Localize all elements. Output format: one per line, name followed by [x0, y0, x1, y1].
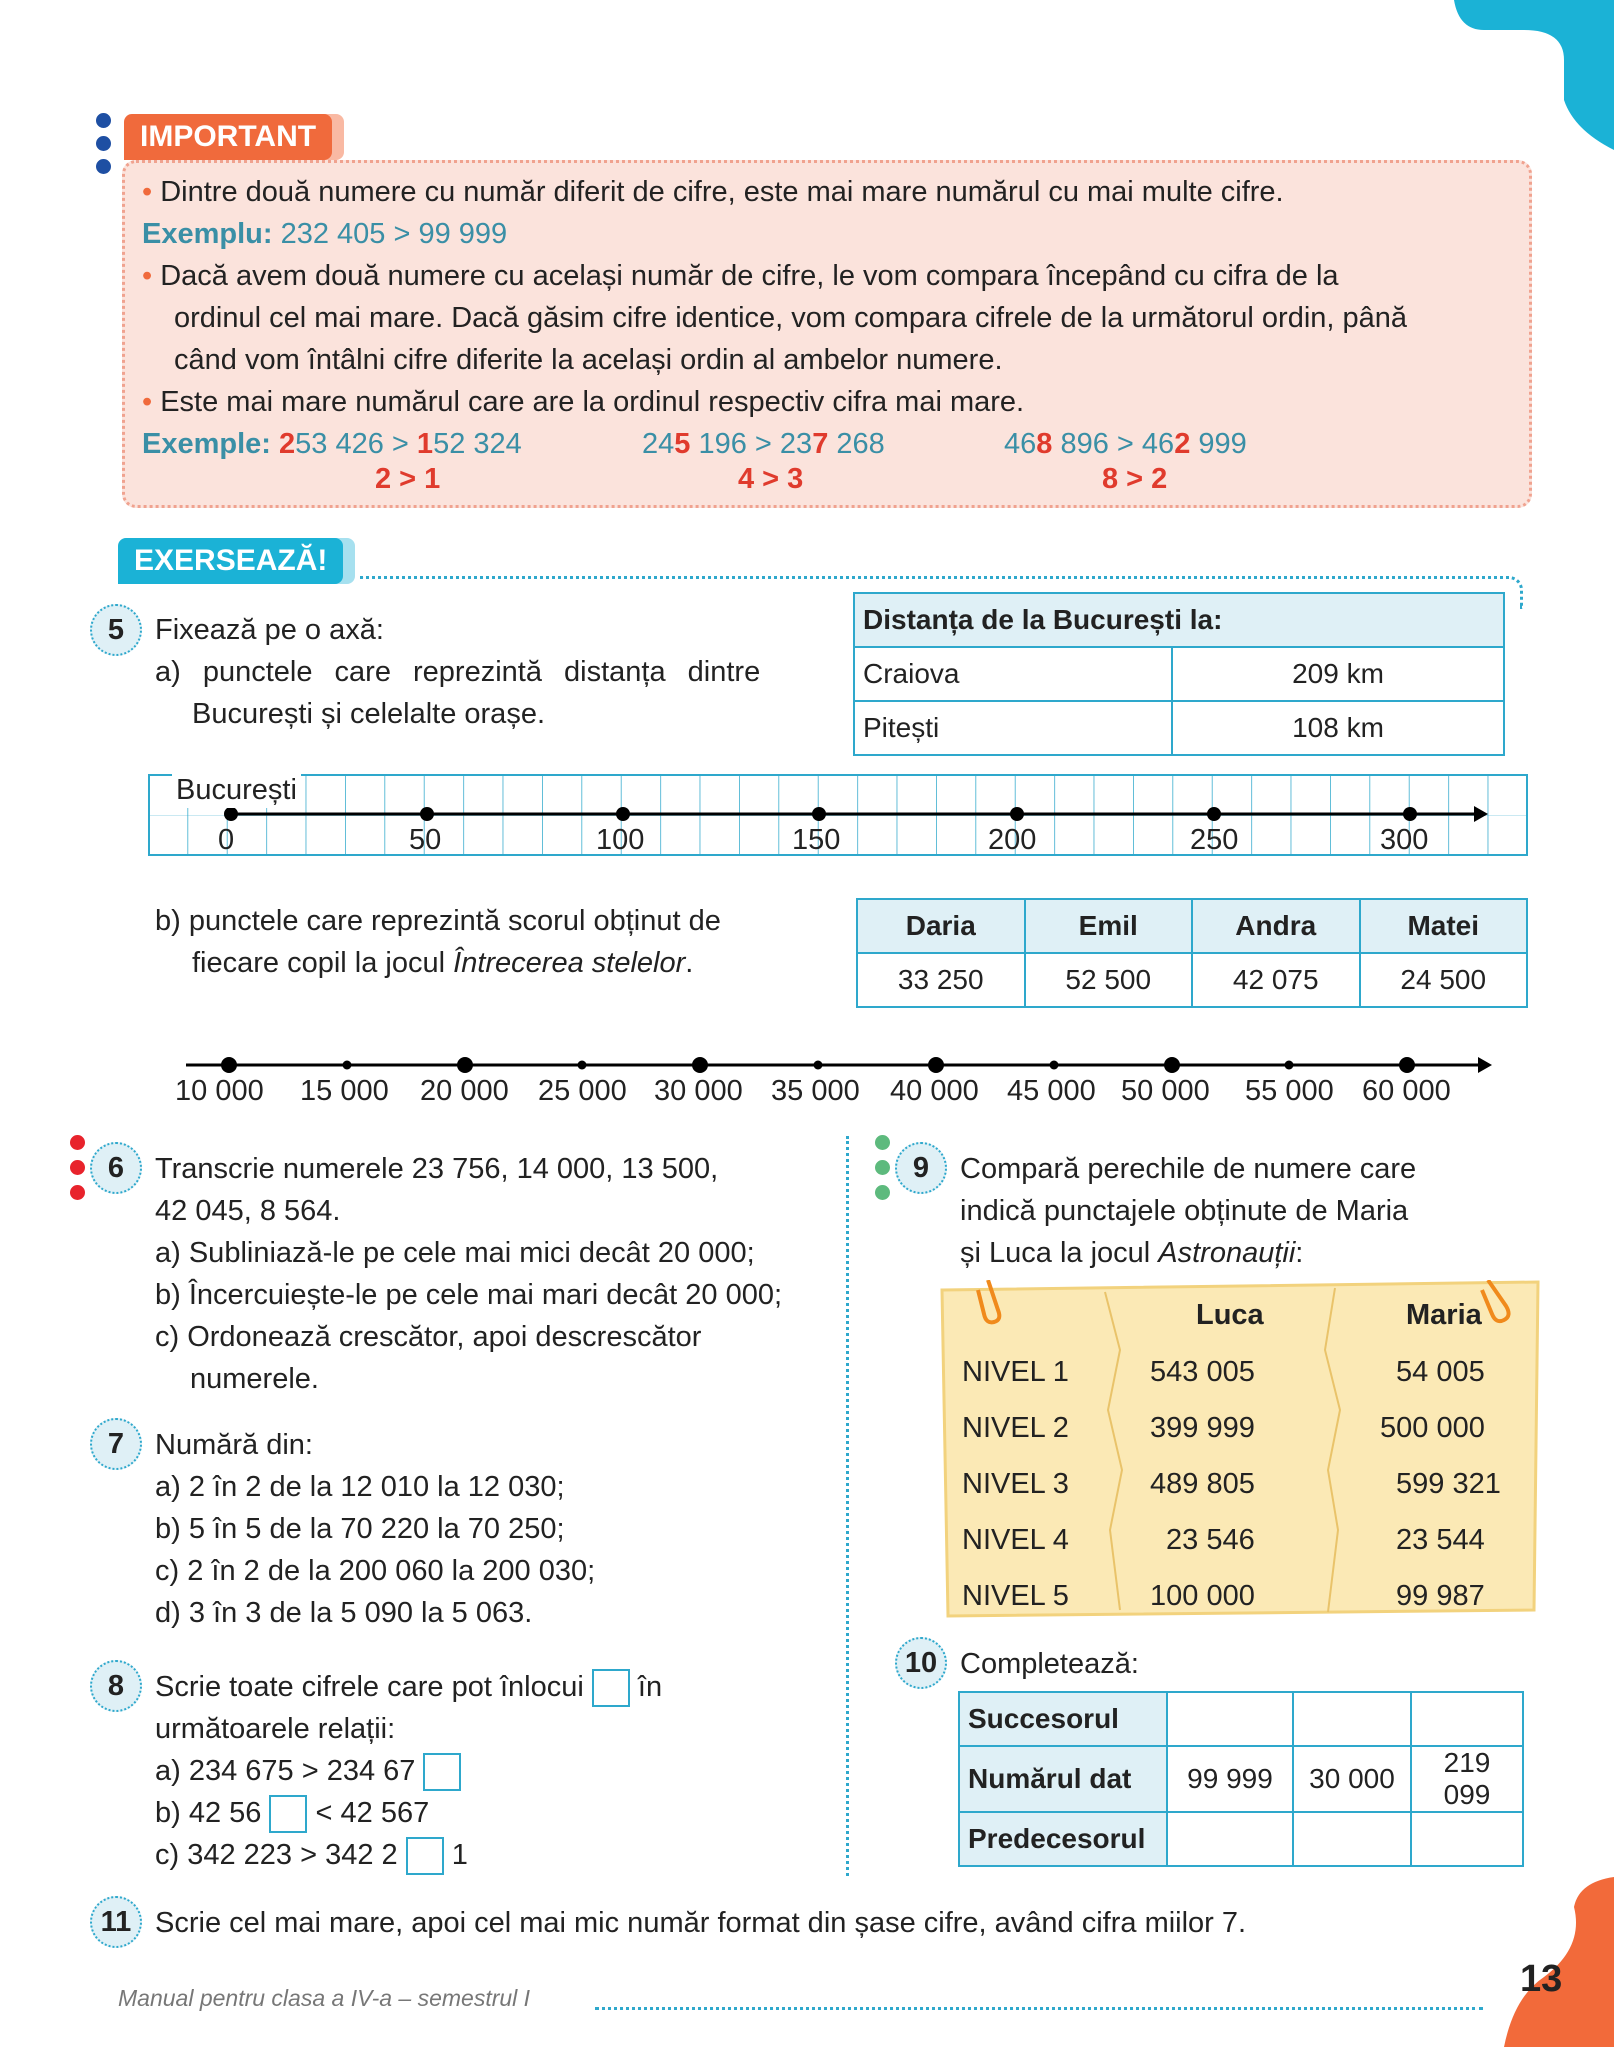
axis2-tick: 55 000: [1245, 1075, 1334, 1107]
exercise-9-number: 9: [895, 1142, 947, 1194]
exercise-7-number: 7: [90, 1418, 142, 1470]
answer-cell[interactable]: [1167, 1812, 1293, 1866]
luca-score: 100 000: [1150, 1580, 1255, 1612]
important-tag: IMPORTANT: [124, 114, 332, 160]
axis2-tick: 25 000: [538, 1075, 627, 1107]
footer-dotted-line: [595, 2007, 1483, 2010]
maria-score: 599 321: [1396, 1468, 1501, 1500]
ex8-line2: următoarele relații:: [155, 1713, 396, 1745]
axis2-tick: 10 000: [175, 1075, 264, 1107]
axis2-tick: 60 000: [1362, 1075, 1451, 1107]
maria-score: 54 005: [1396, 1356, 1485, 1388]
ex10-intro: Completează:: [960, 1648, 1139, 1680]
ex7-b: b) 5 în 5 de la 70 220 la 70 250;: [155, 1513, 565, 1545]
corner-decoration-top: [1454, 0, 1614, 150]
level-label: NIVEL 1: [962, 1356, 1069, 1388]
exercise-6-number: 6: [90, 1142, 142, 1194]
luca-header: Luca: [1196, 1299, 1264, 1331]
ex6-c1: c) Ordonează crescător, apoi descrescător: [155, 1321, 702, 1353]
ex8-b: b) 42 56 < 42 567: [155, 1792, 429, 1834]
score-name: Matei: [1360, 899, 1528, 953]
ex8-a: a) 234 675 > 234 67: [155, 1750, 461, 1792]
axis1-tick-300: 300: [1380, 824, 1429, 856]
score-name: Andra: [1192, 899, 1360, 953]
axis1-tick-100: 100: [596, 824, 645, 856]
ex6-line1: Transcrie numerele 23 756, 14 000, 13 500,: [155, 1153, 719, 1185]
maria-score: 23 544: [1396, 1524, 1485, 1556]
axis1-tick-0: 0: [218, 824, 235, 856]
ex7-intro: Numără din:: [155, 1429, 313, 1461]
row-label: Succesorul: [959, 1692, 1167, 1746]
axis2-tick: 50 000: [1121, 1075, 1210, 1107]
ex5-b-line1: b) punctele care reprezintă scorul obținut de: [155, 905, 721, 937]
axis2-tick: 20 000: [420, 1075, 509, 1107]
level-label: NIVEL 3: [962, 1468, 1069, 1500]
exercise-5-number: 5: [90, 604, 142, 656]
city-cell: Pitești: [854, 701, 1172, 755]
luca-score: 23 546: [1166, 1524, 1255, 1556]
given-number: 30 000: [1293, 1746, 1411, 1812]
row-label: Numărul dat: [959, 1746, 1167, 1812]
footer-text: Manual pentru clasa a IV-a – semestrul I: [118, 1985, 531, 2011]
bucuresti-label: București: [172, 772, 301, 808]
maria-score: 500 000: [1380, 1412, 1485, 1444]
axis1-tick-200: 200: [988, 824, 1037, 856]
ex6-a: a) Subliniază-le pe cele mai mici decât 20 000;: [155, 1237, 755, 1269]
ex9-line1: Compară perechile de numere care: [960, 1153, 1417, 1185]
distance-cell: 209 km: [1172, 647, 1504, 701]
answer-box[interactable]: [269, 1795, 307, 1833]
score-value: 52 500: [1025, 953, 1193, 1007]
example-1-note: 2 > 1: [375, 463, 441, 495]
ex6-line2: 42 045, 8 564.: [155, 1195, 341, 1227]
luca-score: 543 005: [1150, 1356, 1255, 1388]
answer-cell[interactable]: [1167, 1692, 1293, 1746]
answer-cell[interactable]: [1411, 1812, 1523, 1866]
score-name: Emil: [1025, 899, 1193, 953]
score-value: 42 075: [1192, 953, 1360, 1007]
example-2: 245 196 > 237 268: [642, 428, 885, 460]
axis1-tick-50: 50: [409, 824, 442, 856]
ex5-intro: Fixează pe o axă:: [155, 614, 384, 646]
axis2-tick: 30 000: [654, 1075, 743, 1107]
level-label: NIVEL 5: [962, 1580, 1069, 1612]
ex11-text: Scrie cel mai mare, apoi cel mai mic număr format din șase cifre, având cifra miilor 7.: [155, 1907, 1247, 1939]
answer-box[interactable]: [423, 1753, 461, 1791]
luca-score: 399 999: [1150, 1412, 1255, 1444]
maria-header: Maria: [1406, 1299, 1482, 1331]
score-name: Daria: [857, 899, 1025, 953]
row-label: Predecesorul: [959, 1812, 1167, 1866]
score-table: [856, 898, 1528, 1008]
ex6-c2: numerele.: [190, 1363, 319, 1395]
ex5-a-line1: a) punctele care reprezintă distanța dintre: [155, 656, 761, 688]
ex6-b: b) Încercuiește-le pe cele mai mari decât 20 000;: [155, 1279, 783, 1311]
score-value: 33 250: [857, 953, 1025, 1007]
distance-cell: 108 km: [1172, 701, 1504, 755]
important-example: Exemplu: 232 405 > 99 999: [142, 218, 508, 250]
exercise-10-number: 10: [895, 1637, 947, 1689]
exercise-8-number: 8: [90, 1660, 142, 1712]
ex7-a: a) 2 în 2 de la 12 010 la 12 030;: [155, 1471, 565, 1503]
given-number: 219 099: [1411, 1746, 1523, 1812]
level-label: NIVEL 4: [962, 1524, 1069, 1556]
important-rule-2-line-3: când vom întâlni cifre diferite la același ordin al ambelor numere.: [174, 344, 1003, 376]
city-cell: Craiova: [854, 647, 1172, 701]
axis-arrow: [1478, 1057, 1492, 1073]
ex8-line1: Scrie toate cifrele care pot înlocui în: [155, 1666, 662, 1708]
distance-table-header: Distanța de la București la:: [854, 593, 1504, 647]
axis1-tick-250: 250: [1190, 824, 1239, 856]
answer-cell[interactable]: [1293, 1692, 1411, 1746]
luca-score: 489 805: [1150, 1468, 1255, 1500]
ex9-line3: și Luca la jocul Astronauții:: [960, 1237, 1304, 1269]
ex9-line2: indică punctajele obținute de Maria: [960, 1195, 1409, 1227]
blank-box: [592, 1669, 630, 1707]
important-rule-1: • Dintre două numere cu număr diferit de cifre, este mai mare numărul cu mai multe cifre.: [142, 176, 1284, 208]
important-rule-2-line-2: ordinul cel mai mare. Dacă găsim cifre identice, vom compara cifrele de la următorul ordin, până: [174, 302, 1408, 334]
important-examples: Exemple: 253 426 > 152 324: [142, 428, 522, 460]
ex5-b-line2: fiecare copil la jocul Întrecerea stelelor.: [192, 947, 694, 979]
axis2-tick: 40 000: [890, 1075, 979, 1107]
axis1-tick-150: 150: [792, 824, 841, 856]
given-number: 99 999: [1167, 1746, 1293, 1812]
distance-table: [853, 592, 1505, 756]
ex7-c: c) 2 în 2 de la 200 060 la 200 030;: [155, 1555, 596, 1587]
ex7-d: d) 3 în 3 de la 5 090 la 5 063.: [155, 1597, 533, 1629]
example-2-note: 4 > 3: [738, 463, 804, 495]
answer-cell[interactable]: [1293, 1812, 1411, 1866]
column-separator: [846, 1136, 849, 1876]
important-rule-2: • Dacă avem două numere cu același număr de cifre, le vom compara începând cu cifra de la: [142, 260, 1339, 292]
exercise-11-number: 11: [90, 1896, 142, 1948]
example-1: 253 426 > 152 324: [279, 428, 522, 460]
example-3: 468 896 > 462 999: [1004, 428, 1247, 460]
ex5-a-line2: București și celelalte orașe.: [192, 698, 545, 730]
exerseaza-tag: EXERSEAZĂ!: [118, 538, 343, 584]
axis2-tick: 15 000: [300, 1075, 389, 1107]
answer-box[interactable]: [406, 1837, 444, 1875]
ex8-c: c) 342 223 > 342 2 1: [155, 1834, 468, 1876]
important-rule-3: • Este mai mare numărul care are la ordinul respectiv cifra mai mare.: [142, 386, 1025, 418]
score-value: 24 500: [1360, 953, 1528, 1007]
axis2-tick: 45 000: [1007, 1075, 1096, 1107]
successor-table: [958, 1691, 1524, 1867]
page-number: 13: [1520, 1958, 1563, 2000]
maria-score: 99 987: [1396, 1580, 1485, 1612]
axis2-tick: 35 000: [771, 1075, 860, 1107]
answer-cell[interactable]: [1411, 1692, 1523, 1746]
level-label: NIVEL 2: [962, 1412, 1069, 1444]
example-3-note: 8 > 2: [1102, 463, 1168, 495]
